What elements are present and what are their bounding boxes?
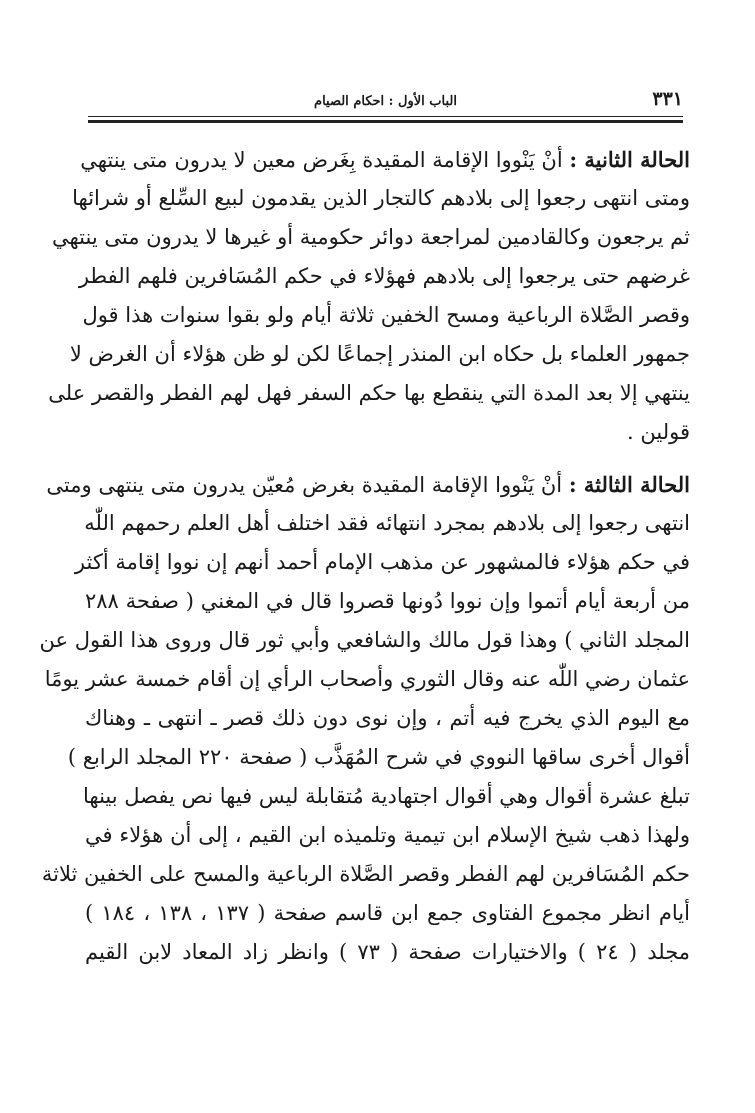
text-line: الحالة الثالثة : أنْ يَنْووا الإقامة المقيدة بغرض مُعيّن يدرون متى ينتهى ومتى <box>46 472 690 497</box>
page-body <box>39 140 690 972</box>
text-line: المجلد الثاني ) وهذا قول مالك والشافعي وأبي ثور قال وروى هذا القول عن <box>39 628 690 652</box>
page-number: ٣٣١ <box>652 88 683 110</box>
text-line: مجلد ( ٢٤ ) والاختيارات صفحة ( ٧٣ ) وانظر زاد المعاد لابن القيم <box>85 940 690 964</box>
text-line: مع اليوم الذي يخرج فيه أتم ، وإن نوى دون ذلك قصر ـ انتهى ـ وهناك <box>85 706 690 730</box>
text-line: في حكم هؤلاء فالمشهور عن مذهب الإمام أحمد أنهم إن نووا إقامة أكثر <box>74 550 690 574</box>
paragraph-second-case <box>48 140 690 452</box>
section-heading: الحالة الثالثة : <box>568 472 690 497</box>
text-line: من أربعة أيام أتموا وإن نووا دُونها قصروا قال في المغني ( صفحة ٢٨٨ <box>85 589 690 613</box>
paragraph-third-case <box>39 465 690 972</box>
section-heading: الحالة الثانية : <box>569 147 690 172</box>
text-line: الحالة الثانية : أنْ يَنْووا الإقامة المقيدة بِغَرض معين لا يدرون متى ينتهي <box>80 147 690 172</box>
text-line: تبلغ عشرة أقوال وهي أقوال اجتهادية مُتقابلة ليس فيها نص يفصل بينها <box>82 784 690 808</box>
text-line: جمهور العلماء بل حكاه ابن المنذر إجماعًا لكن لو ظن هؤلاء أن الغرض لا <box>69 342 690 366</box>
text-line: عثمان رضي اللّٰه عنه وقال الثوري وأصحاب الرأي إن أقام خمسة عشر يومًا <box>44 667 690 691</box>
page-header <box>88 88 683 118</box>
paragraph-gap <box>85 452 690 465</box>
running-title: الباب الأول : احكام الصيام <box>314 94 457 109</box>
text-line: حكم المُسَافرين لهم الفطر وقصر الصَّلاة الرباعية والمسح على الخفين ثلاثة <box>41 862 690 886</box>
text-line: ينتهي إلا بعد المدة التي ينقطع بها حكم السفر فهل لهم الفطر والقصر على <box>48 381 690 405</box>
text-line: ولهذا ذهب شيخ الإسلام ابن تيمية وتلميذه ابن القيم ، إلى أن هؤلاء في <box>85 823 690 847</box>
text-line: ثم يرجعون وكالقادمين لمراجعة دوائر حكومية أو غيرها لا يدرون متى ينتهي <box>52 225 690 249</box>
text-line: أيام انظر مجموع الفتاوى جمع ابن قاسم صفحة ( ١٣٧ ، ١٣٨ ، ١٨٤ ) <box>85 901 690 925</box>
text-line: أقوال أخرى ساقها النووي في شرح المُهَذَّب ( صفحة ٢٢٠ المجلد الرابع ) <box>67 745 690 769</box>
header-rule-thin <box>88 116 683 117</box>
text-line: انتهى رجعوا إلى بلادهم بمجرد انتهائه فقد اختلف أهل العلم رحمهم اللّٰه <box>84 511 690 535</box>
text-line: وقصر الصَّلاة الرباعية ومسح الخفين ثلاثة أيام ولو بقوا سنوات هذا قول <box>82 303 690 327</box>
header-rule-thick <box>88 120 683 123</box>
text-line: غرضهم حتى يرجعوا إلى بلادهم فهؤلاء في حكم المُسَافرين فلهم الفطر <box>78 264 690 288</box>
text-line: ومتى انتهى رجعوا إلى بلادهم كالتجار الذين يقدمون لبيع السِّلع أو شرائها <box>72 186 690 210</box>
text-line: قولين . <box>627 420 690 444</box>
